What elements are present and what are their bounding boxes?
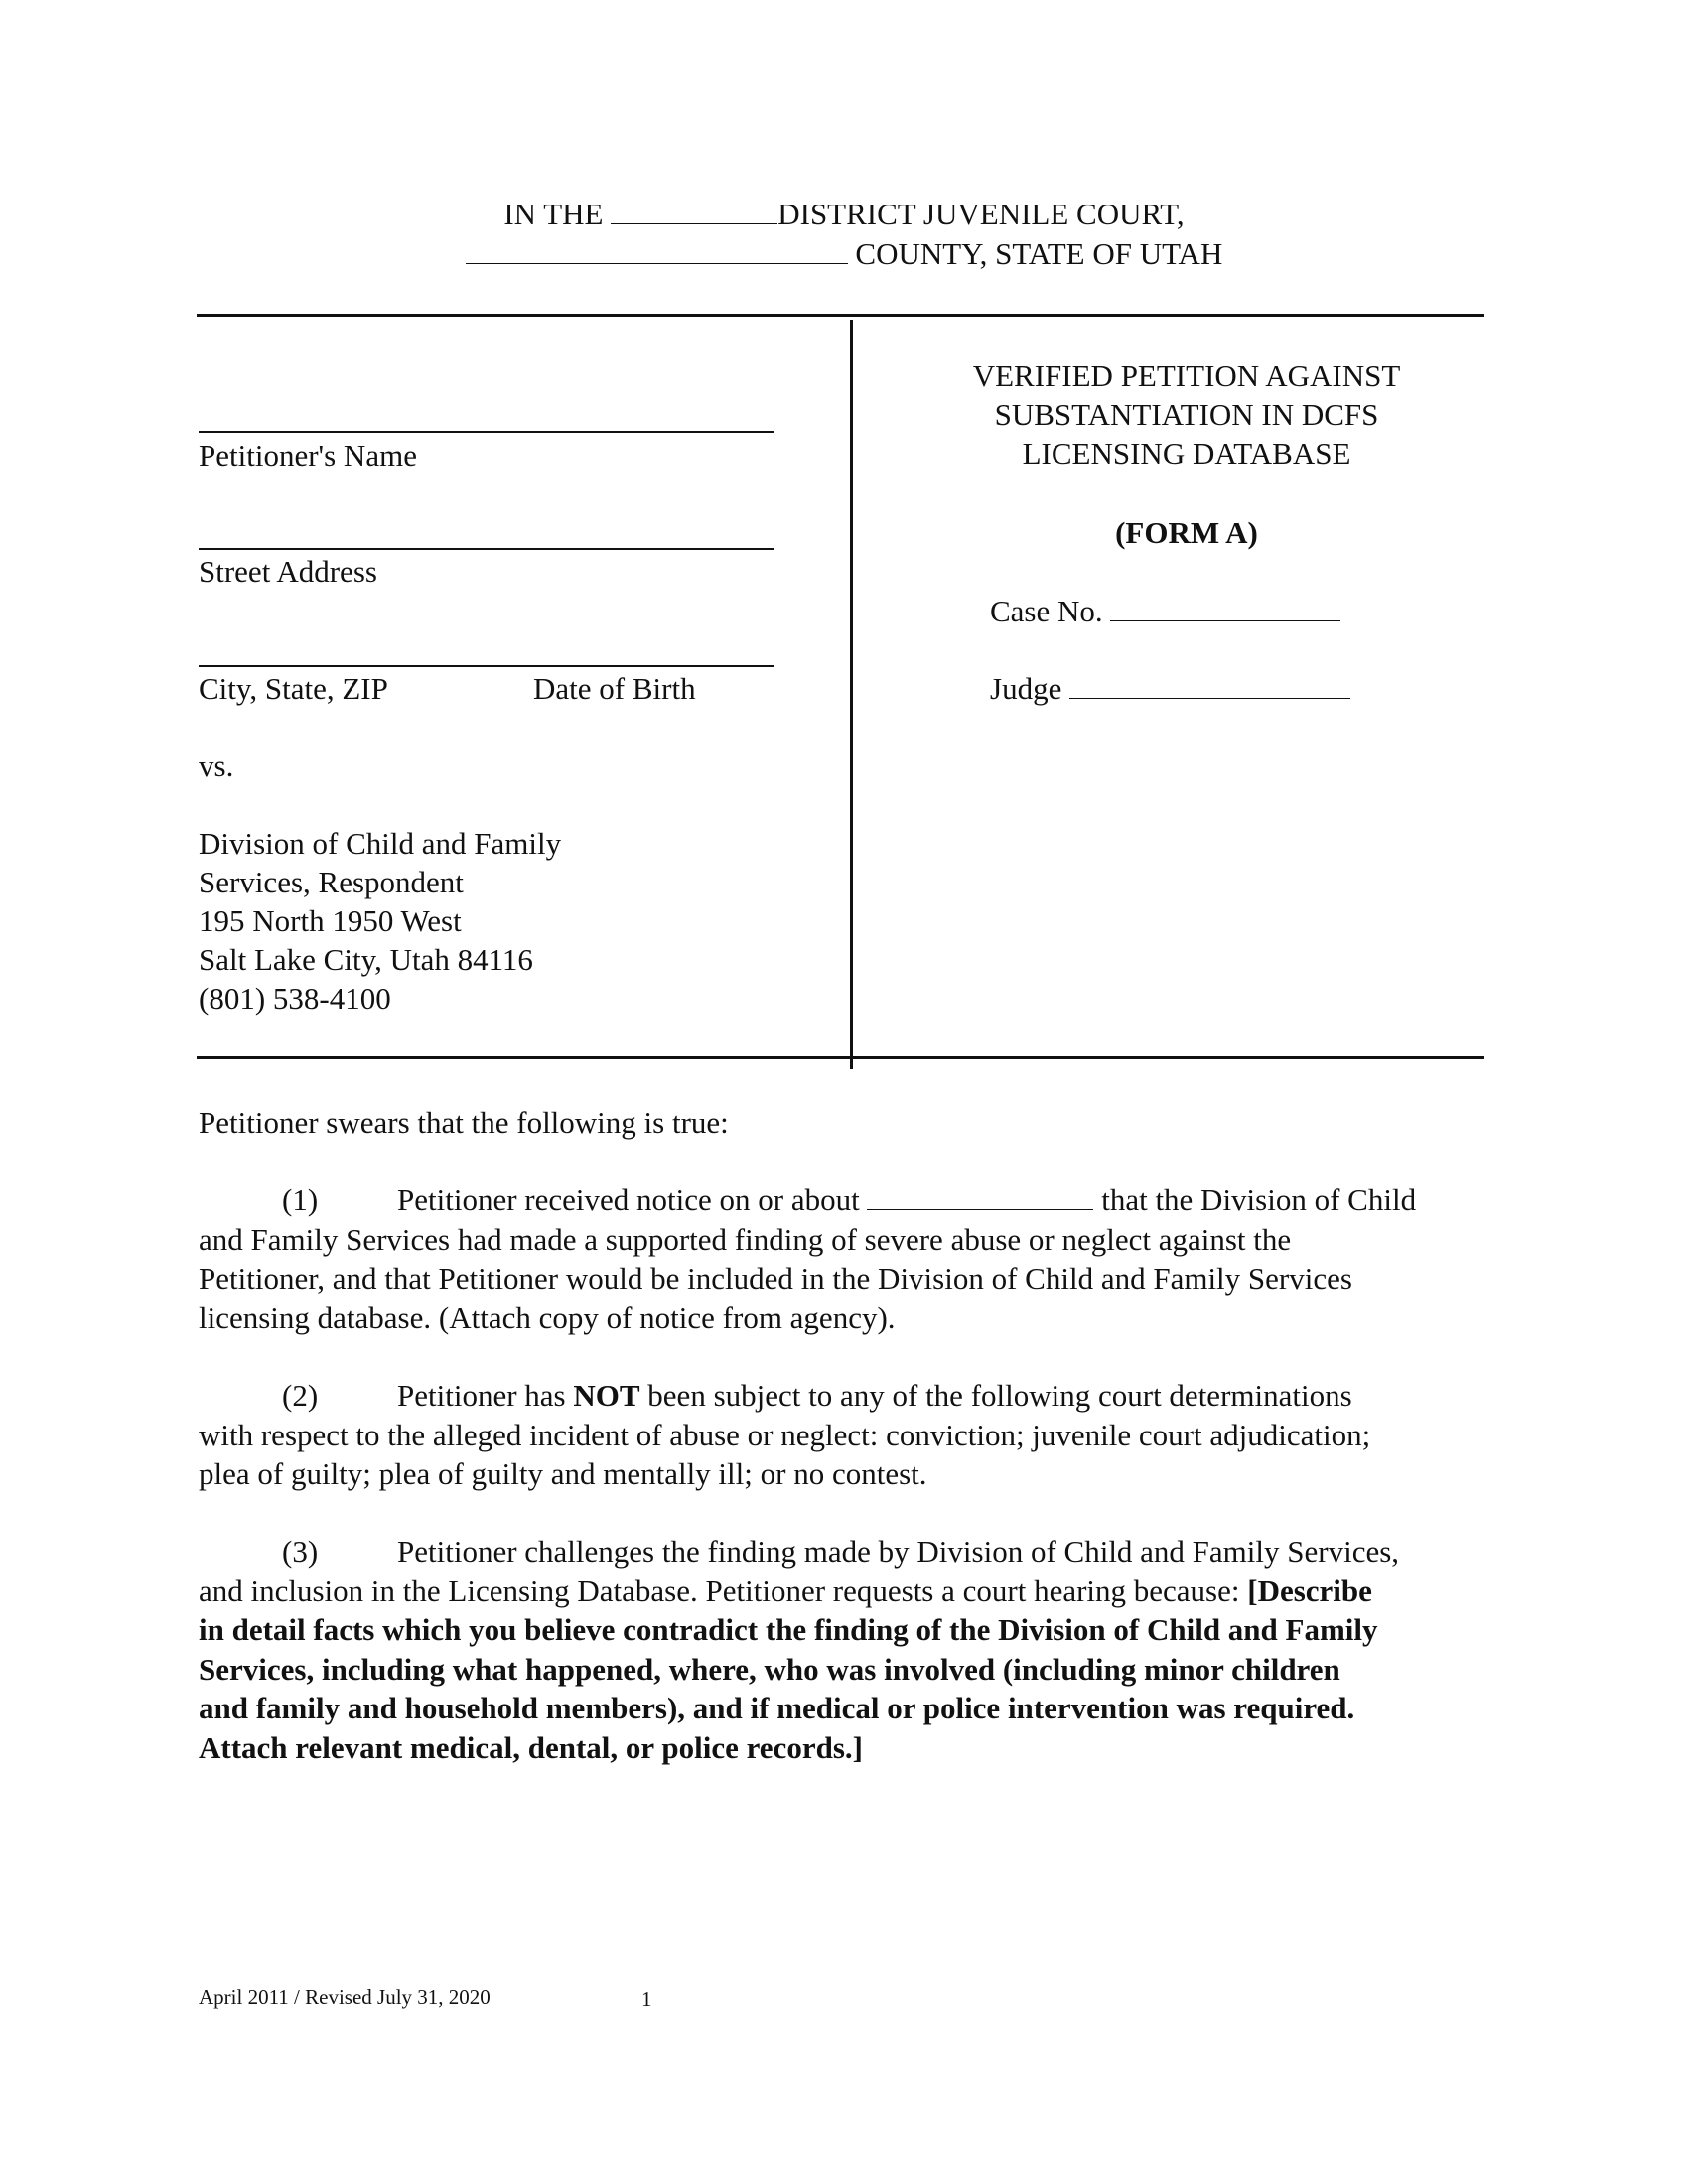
caption-divider (850, 320, 853, 1069)
paragraph-1-line: and Family Services had made a supported finding of severe abuse or neglect against the (199, 1221, 1292, 1257)
city-state-zip-blank[interactable] (199, 665, 774, 667)
district-blank[interactable] (611, 198, 777, 224)
paragraph-2-line: with respect to the alleged incident of abuse or neglect: conviction; juvenile court adjudication; (199, 1417, 1371, 1452)
paragraph-text: been subject to any of the following court determinations (647, 1378, 1352, 1413)
caption-top-rule (197, 314, 1484, 317)
city-state-zip-label: City, State, ZIP (199, 671, 388, 706)
versus-label: vs. (199, 749, 234, 783)
notice-date-blank[interactable] (867, 1183, 1093, 1210)
paragraph-1 (199, 1180, 1489, 1337)
paragraph-text: Petitioner has (397, 1378, 566, 1413)
respondent-block (199, 824, 561, 1018)
paragraph-1-line: licensing database. (Attach copy of notice from agency). (199, 1299, 896, 1335)
street-address-label: Street Address (199, 554, 377, 589)
paragraph-text: and inclusion in the Licensing Database. Petitioner requests a court hearing because: (199, 1572, 1240, 1608)
petition-title-line: LICENSING DATABASE (1022, 436, 1351, 471)
petition-title (864, 356, 1509, 473)
form-label: (FORM A) (1115, 515, 1258, 550)
court-suffix: DISTRICT JUVENILE COURT, (777, 197, 1185, 231)
street-address-blank[interactable] (199, 548, 774, 550)
petition-title-line: SUBSTANTIATION IN DCFS (994, 397, 1379, 432)
instruction-line: Attach relevant medical, dental, or police records.] (199, 1729, 863, 1765)
petition-title-line: VERIFIED PETITION AGAINST (972, 358, 1401, 393)
judge-blank[interactable] (1069, 672, 1350, 699)
respondent-line: Services, Respondent (199, 865, 464, 899)
case-number-label: Case No. (990, 594, 1103, 628)
paragraph-1-line (199, 1180, 1489, 1220)
date-of-birth-label: Date of Birth (533, 671, 696, 706)
county-suffix: COUNTY, STATE OF UTAH (855, 236, 1223, 271)
emphasis-not: NOT (573, 1378, 640, 1413)
paragraph-2-line (199, 1376, 1489, 1416)
judge-label: Judge (990, 671, 1062, 706)
court-prefix: IN THE (503, 197, 604, 231)
respondent-line: (801) 538-4100 (199, 981, 391, 1016)
case-number-field (990, 592, 1340, 630)
petitioner-name-blank[interactable] (199, 431, 774, 433)
sworn-intro: Petitioner swears that the following is true: (199, 1105, 729, 1140)
instruction-line: and family and household members), and if medical or police intervention was required. (199, 1691, 1355, 1725)
paragraph-1-line: Petitioner, and that Petitioner would be included in the Division of Child and Family Services (199, 1261, 1352, 1296)
court-header-line-1 (0, 197, 1688, 232)
paragraph-2-line: plea of guilty; plea of guilty and mentally ill; or no contest. (199, 1456, 927, 1491)
paragraph-3 (199, 1532, 1489, 1767)
paragraph-text: that the Division of Child (1101, 1182, 1417, 1217)
court-header-line-2 (0, 236, 1688, 272)
instruction-line: in detail facts which you believe contradict the finding of the Division of Child and Family (199, 1612, 1378, 1647)
caption-bottom-rule (197, 1056, 1484, 1059)
judge-field (990, 669, 1350, 708)
respondent-line: 195 North 1950 West (199, 903, 462, 938)
paragraph-text: Petitioner challenges the finding made by Division of Child and Family Services, (397, 1534, 1400, 1569)
instruction-line: Services, including what happened, where, who was involved (including minor children (199, 1651, 1340, 1687)
instruction-text: [Describe (1247, 1572, 1372, 1608)
revision-date: April 2011 / Revised July 31, 2020 (199, 1985, 491, 2009)
paragraph-2 (199, 1376, 1489, 1494)
case-number-blank[interactable] (1110, 595, 1340, 621)
paragraph-number: (1) (282, 1182, 319, 1217)
paragraph-3-line (199, 1532, 1489, 1571)
respondent-line: Division of Child and Family (199, 826, 562, 861)
paragraph-number: (2) (282, 1378, 319, 1413)
page-number: 1 (641, 1987, 652, 2011)
county-blank[interactable] (466, 237, 848, 264)
paragraph-3-line (199, 1571, 1489, 1611)
respondent-line: Salt Lake City, Utah 84116 (199, 942, 533, 977)
paragraph-text: Petitioner received notice on or about (397, 1182, 860, 1217)
petitioner-name-label: Petitioner's Name (199, 438, 417, 473)
paragraph-number: (3) (282, 1534, 319, 1569)
